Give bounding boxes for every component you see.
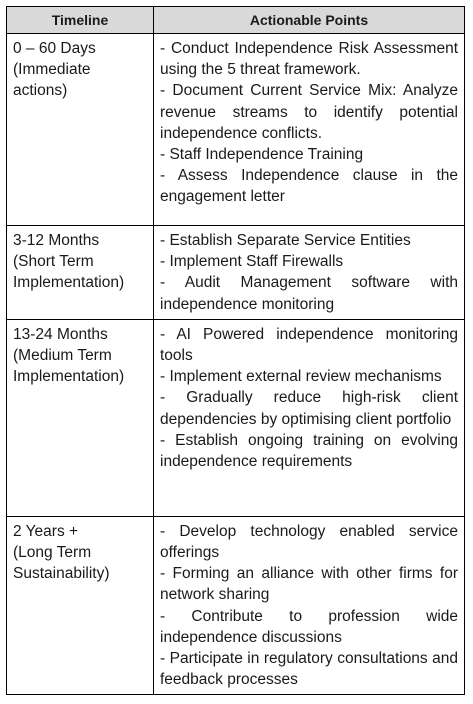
timeline-descriptor: Implementation) <box>13 274 125 292</box>
header-actionable-points: Actionable Points <box>154 7 465 34</box>
timeline-period: 0 – 60 Days <box>13 40 96 57</box>
timeline-descriptor: actions) <box>13 82 68 100</box>
timeline-cell <box>7 34 154 226</box>
actionable-points-cell <box>154 319 465 516</box>
timeline-descriptor: (Short Term <box>13 253 94 271</box>
table-row <box>7 516 465 695</box>
table-header-row <box>7 7 465 34</box>
table-row <box>7 226 465 320</box>
action-point: - Contribute to profession wide independence discussions <box>160 607 458 646</box>
actionable-points-cell <box>154 516 465 695</box>
timeline-period: 3-12 Months <box>13 232 100 249</box>
timeline-descriptor: (Immediate <box>13 61 91 79</box>
action-point: - Gradually reduce high-risk client dependencies by optimising client portfolio <box>160 389 458 428</box>
timeline-descriptor: Sustainability) <box>13 565 110 583</box>
action-point: - Establish Separate Service Entities <box>160 232 411 249</box>
action-point: - Assess Independence clause in the engagement letter <box>160 167 458 206</box>
action-point: - Participate in regulatory consultations and feedback processes <box>160 650 458 689</box>
timeline-descriptor: Implementation) <box>13 368 125 386</box>
timeline-descriptor: (Medium Term <box>13 347 112 365</box>
action-point: - Document Current Service Mix: Analyze revenue streams to identify potential independence conflicts. <box>160 82 458 142</box>
actionable-points-cell <box>154 34 465 226</box>
action-point: - AI Powered independence monitoring tools <box>160 325 458 365</box>
header-timeline: Timeline <box>7 7 154 34</box>
timeline-cell <box>7 226 154 320</box>
action-plan-table <box>6 6 465 695</box>
table-row <box>7 34 465 226</box>
action-point: - Audit Management software with independence monitoring <box>160 274 458 313</box>
action-point: - Conduct Independence Risk Assessment using the 5 threat framework. <box>160 40 458 79</box>
action-point: - Establish ongoing training on evolving independence requirements <box>160 431 458 471</box>
timeline-cell <box>7 516 154 695</box>
table-row <box>7 319 465 516</box>
timeline-table-container <box>6 6 464 695</box>
timeline-cell <box>7 319 154 516</box>
timeline-descriptor: (Long Term <box>13 544 92 562</box>
action-point: - Develop technology enabled service offerings <box>160 522 458 562</box>
action-point: - Implement external review mechanisms <box>160 368 442 386</box>
actionable-points-cell <box>154 226 465 320</box>
action-point: - Forming an alliance with other firms for network sharing <box>160 565 458 604</box>
action-point: - Staff Independence Training <box>160 146 364 164</box>
action-point: - Implement Staff Firewalls <box>160 253 344 271</box>
timeline-period: 2 Years + <box>13 522 79 540</box>
timeline-period: 13-24 Months <box>13 325 108 343</box>
